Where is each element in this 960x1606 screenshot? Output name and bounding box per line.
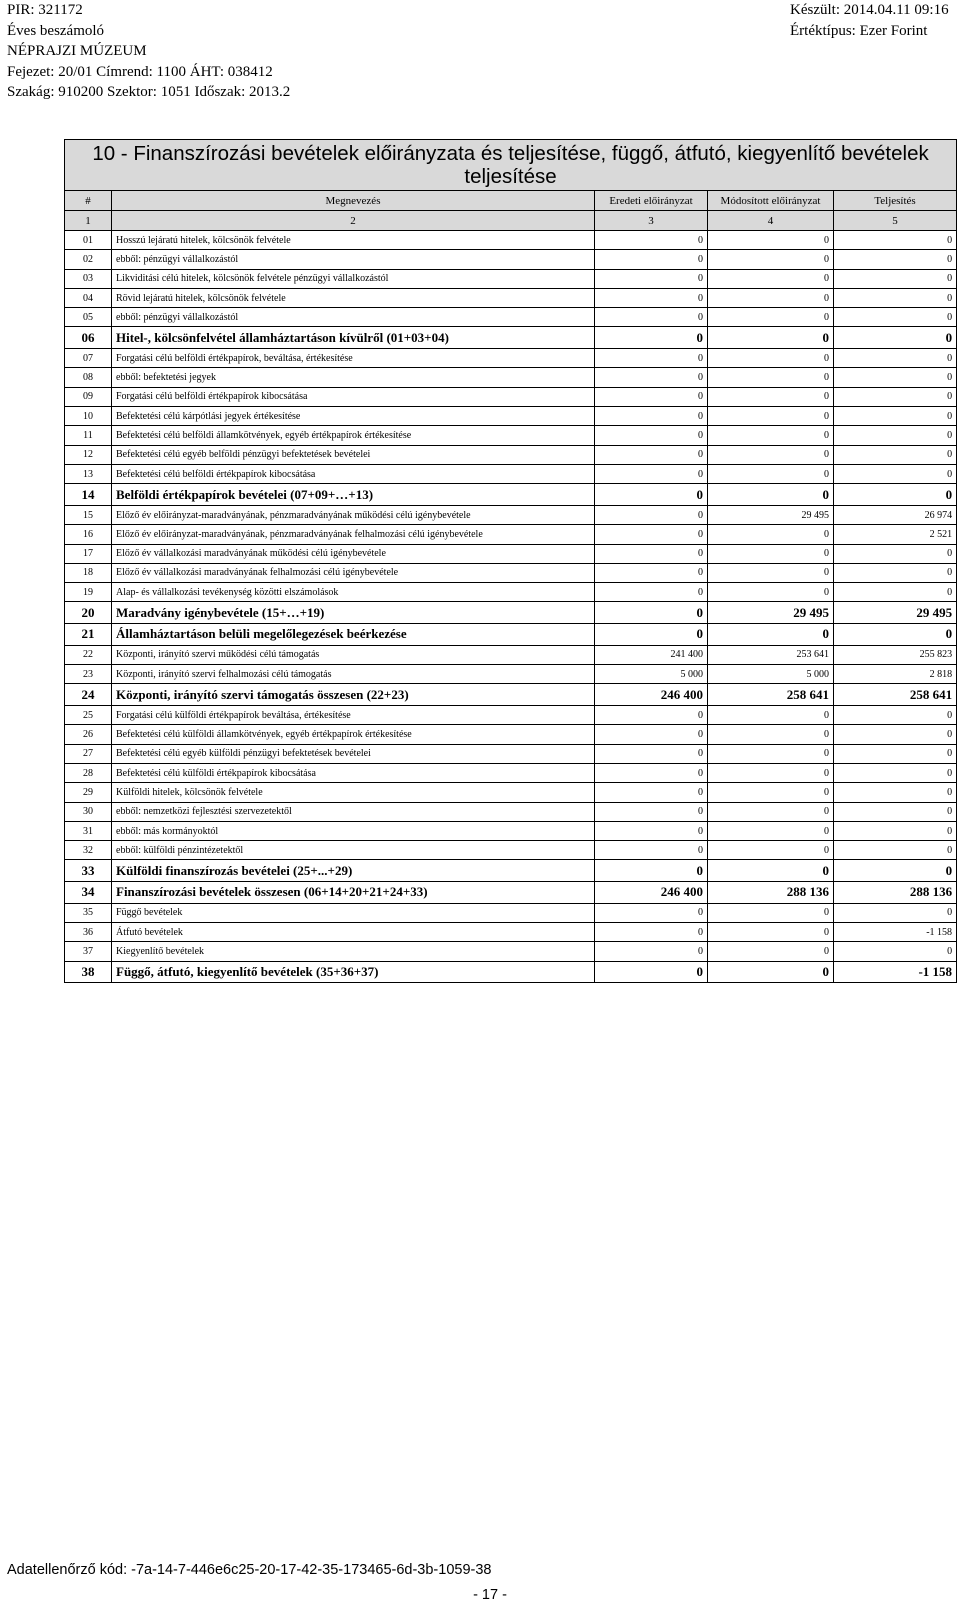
- performance-value: 0: [834, 407, 957, 426]
- original-budget-value: 0: [595, 407, 708, 426]
- table-row: [65, 903, 957, 922]
- original-budget-value: 0: [595, 349, 708, 368]
- modified-budget-value: 0: [708, 624, 834, 646]
- modified-budget-value: 0: [708, 525, 834, 544]
- modified-budget-value: 0: [708, 706, 834, 725]
- row-name: Előző év vállalkozási maradványának felhalmozási célú igénybevétele: [112, 563, 595, 582]
- row-number: 24: [65, 684, 112, 706]
- performance-value: 0: [834, 269, 957, 288]
- row-name: Rövid lejáratú hitelek, kölcsönök felvétele: [112, 288, 595, 307]
- performance-value: 2 818: [834, 665, 957, 684]
- row-number: 07: [65, 349, 112, 368]
- modified-budget-value: 0: [708, 725, 834, 744]
- report-header-left: [7, 0, 290, 103]
- row-name: Befektetési célú külföldi államkötvények, egyéb értékpapírok értékesítése: [112, 725, 595, 744]
- row-number: 13: [65, 464, 112, 483]
- original-budget-value: 0: [595, 426, 708, 445]
- original-budget-value: 0: [595, 288, 708, 307]
- original-budget-value: 0: [595, 525, 708, 544]
- performance-value: 0: [834, 387, 957, 406]
- performance-value: 0: [834, 368, 957, 387]
- modified-budget-value: 0: [708, 464, 834, 483]
- performance-value: 0: [834, 464, 957, 483]
- performance-value: 0: [834, 763, 957, 782]
- column-number: 3: [595, 211, 708, 231]
- column-header-modified-budget: Módosított előirányzat: [708, 191, 834, 211]
- table-row: [65, 349, 957, 368]
- original-budget-value: 0: [595, 763, 708, 782]
- column-number: 1: [65, 211, 112, 231]
- modified-budget-value: 253 641: [708, 645, 834, 664]
- modified-budget-value: 29 495: [708, 602, 834, 624]
- created-line: Készült: 2014.04.11 09:16: [790, 2, 949, 18]
- performance-value: 0: [834, 725, 957, 744]
- row-name: ebből: más kormányoktól: [112, 821, 595, 840]
- row-number: 05: [65, 308, 112, 327]
- table-row: [65, 624, 957, 646]
- performance-value: 0: [834, 783, 957, 802]
- validation-code: Adatellenőrző kód: -7a-14-7-446e6c25-20-17-42-35-173465-6d-3b-1059-38: [7, 1562, 492, 1578]
- modified-budget-value: 0: [708, 783, 834, 802]
- modified-budget-value: 0: [708, 387, 834, 406]
- row-name: Előző év előirányzat-maradványának, pénzmaradványának működési célú igénybevétele: [112, 505, 595, 524]
- row-name: ebből: befektetési jegyek: [112, 368, 595, 387]
- performance-value: 2 521: [834, 525, 957, 544]
- row-name: Külföldi finanszírozás bevételei (25+...+29): [112, 860, 595, 882]
- row-number: 08: [65, 368, 112, 387]
- table-row: [65, 942, 957, 961]
- table-row: [65, 387, 957, 406]
- row-number: 35: [65, 903, 112, 922]
- original-budget-value: 0: [595, 961, 708, 983]
- table-row: [65, 288, 957, 307]
- original-budget-value: 0: [595, 387, 708, 406]
- row-number: 23: [65, 665, 112, 684]
- column-header-row: [65, 191, 957, 211]
- performance-value: 258 641: [834, 684, 957, 706]
- performance-value: 0: [834, 841, 957, 860]
- modified-budget-value: 0: [708, 583, 834, 602]
- row-number: 18: [65, 563, 112, 582]
- row-name: Központi, irányító szervi működési célú támogatás: [112, 645, 595, 664]
- column-header-performance: Teljesítés: [834, 191, 957, 211]
- row-number: 27: [65, 744, 112, 763]
- table-row: [65, 464, 957, 483]
- row-name: ebből: pénzügyi vállalkozástól: [112, 308, 595, 327]
- row-number: 01: [65, 231, 112, 250]
- row-name: Befektetési célú belföldi államkötvények, egyéb értékpapírok értékesítése: [112, 426, 595, 445]
- column-header-name: Megnevezés: [112, 191, 595, 211]
- original-budget-value: 0: [595, 583, 708, 602]
- performance-value: 0: [834, 288, 957, 307]
- original-budget-value: 0: [595, 231, 708, 250]
- row-name: ebből: pénzügyi vállalkozástól: [112, 250, 595, 269]
- column-number: 2: [112, 211, 595, 231]
- modified-budget-value: 0: [708, 426, 834, 445]
- row-name: Központi, irányító szervi felhalmozási célú támogatás: [112, 665, 595, 684]
- row-number: 29: [65, 783, 112, 802]
- row-number: 03: [65, 269, 112, 288]
- modified-budget-value: 0: [708, 349, 834, 368]
- table-row: [65, 407, 957, 426]
- table-row: [65, 860, 957, 882]
- row-number: 32: [65, 841, 112, 860]
- row-number: 28: [65, 763, 112, 782]
- row-number: 37: [65, 942, 112, 961]
- row-name: Befektetési célú belföldi értékpapírok kibocsátása: [112, 464, 595, 483]
- table-row: [65, 583, 957, 602]
- modified-budget-value: 0: [708, 327, 834, 349]
- table-row: [65, 684, 957, 706]
- table-row: [65, 821, 957, 840]
- row-number: 38: [65, 961, 112, 983]
- modified-budget-value: 0: [708, 802, 834, 821]
- table-row: [65, 665, 957, 684]
- performance-value: 0: [834, 821, 957, 840]
- row-name: Forgatási célú külföldi értékpapírok beváltása, értékesítése: [112, 706, 595, 725]
- modified-budget-value: 258 641: [708, 684, 834, 706]
- modified-budget-value: 0: [708, 288, 834, 307]
- row-number: 04: [65, 288, 112, 307]
- row-number: 20: [65, 602, 112, 624]
- original-budget-value: 0: [595, 464, 708, 483]
- column-number: 5: [834, 211, 957, 231]
- table-title: 10 - Finanszírozási bevételek előirányzata és teljesítése, függő, átfutó, kiegyenlítő bevételek teljesítése: [65, 140, 957, 191]
- performance-value: 29 495: [834, 602, 957, 624]
- row-name: Befektetési célú egyéb külföldi pénzügyi befektetések bevételei: [112, 744, 595, 763]
- row-number: 11: [65, 426, 112, 445]
- row-name: Központi, irányító szervi támogatás összesen (22+23): [112, 684, 595, 706]
- row-number: 19: [65, 583, 112, 602]
- table-row: [65, 725, 957, 744]
- table-row: [65, 525, 957, 544]
- original-budget-value: 0: [595, 327, 708, 349]
- column-header-original-budget: Eredeti előirányzat: [595, 191, 708, 211]
- performance-value: 0: [834, 706, 957, 725]
- table-row: [65, 645, 957, 664]
- row-name: Hosszú lejáratú hitelek, kölcsönök felvétele: [112, 231, 595, 250]
- modified-budget-value: 0: [708, 763, 834, 782]
- original-budget-value: 0: [595, 484, 708, 506]
- original-budget-value: 0: [595, 308, 708, 327]
- table-row: [65, 563, 957, 582]
- table-row: [65, 961, 957, 983]
- modified-budget-value: 0: [708, 841, 834, 860]
- row-number: 26: [65, 725, 112, 744]
- performance-value: 255 823: [834, 645, 957, 664]
- column-number: 4: [708, 211, 834, 231]
- original-budget-value: 0: [595, 860, 708, 882]
- row-name: Hitel-, kölcsönfelvétel államháztartáson kívülről (01+03+04): [112, 327, 595, 349]
- performance-value: 0: [834, 624, 957, 646]
- sector-line: Szakág: 910200 Szektor: 1051 Időszak: 2013.2: [7, 84, 291, 100]
- table-row: [65, 426, 957, 445]
- original-budget-value: 0: [595, 744, 708, 763]
- row-name: Alap- és vállalkozási tevékenység közötti elszámolások: [112, 583, 595, 602]
- modified-budget-value: 0: [708, 744, 834, 763]
- row-number: 36: [65, 923, 112, 942]
- modified-budget-value: 0: [708, 407, 834, 426]
- chapter-line: Fejezet: 20/01 Címrend: 1100 ÁHT: 038412: [7, 63, 273, 80]
- row-number: 22: [65, 645, 112, 664]
- row-number: 12: [65, 445, 112, 464]
- row-number: 06: [65, 327, 112, 349]
- modified-budget-value: 288 136: [708, 882, 834, 904]
- modified-budget-value: 0: [708, 231, 834, 250]
- value-type-line: Értéktípus: Ezer Forint: [790, 22, 928, 39]
- row-number: 34: [65, 882, 112, 904]
- performance-value: 0: [834, 484, 957, 506]
- original-budget-value: 0: [595, 250, 708, 269]
- row-name: Átfutó bevételek: [112, 923, 595, 942]
- modified-budget-value: 0: [708, 860, 834, 882]
- row-name: ebből: külföldi pénzintézetektől: [112, 841, 595, 860]
- modified-budget-value: 0: [708, 544, 834, 563]
- row-name: Forgatási célú belföldi értékpapírok, beváltása, értékesítése: [112, 349, 595, 368]
- table-row: [65, 802, 957, 821]
- row-name: Finanszírozási bevételek összesen (06+14+20+21+24+33): [112, 882, 595, 904]
- table-row: [65, 445, 957, 464]
- column-number-row: [65, 211, 957, 231]
- modified-budget-value: 0: [708, 821, 834, 840]
- row-name: Függő bevételek: [112, 903, 595, 922]
- row-number: 10: [65, 407, 112, 426]
- row-name: ebből: nemzetközi fejlesztési szervezetektől: [112, 802, 595, 821]
- performance-value: -1 158: [834, 961, 957, 983]
- performance-value: 0: [834, 942, 957, 961]
- performance-value: 0: [834, 250, 957, 269]
- row-name: Előző év előirányzat-maradványának, pénzmaradványának felhalmozási célú igénybevétele: [112, 525, 595, 544]
- original-budget-value: 0: [595, 942, 708, 961]
- table-row: [65, 882, 957, 904]
- table-row: [65, 602, 957, 624]
- row-number: 31: [65, 821, 112, 840]
- table-row: [65, 368, 957, 387]
- original-budget-value: 0: [595, 624, 708, 646]
- performance-value: -1 158: [834, 923, 957, 942]
- performance-value: 0: [834, 544, 957, 563]
- modified-budget-value: 0: [708, 903, 834, 922]
- modified-budget-value: 0: [708, 368, 834, 387]
- modified-budget-value: 0: [708, 250, 834, 269]
- performance-value: 0: [834, 563, 957, 582]
- table-row: [65, 484, 957, 506]
- page-number: - 17 -: [473, 1587, 507, 1603]
- pir-line: PIR: 321172: [7, 2, 83, 18]
- performance-value: 0: [834, 860, 957, 882]
- table-row: [65, 783, 957, 802]
- row-name: Likviditási célú hitelek, kölcsönök felvétele pénzügyi vállalkozástól: [112, 269, 595, 288]
- modified-budget-value: 0: [708, 308, 834, 327]
- original-budget-value: 0: [595, 725, 708, 744]
- original-budget-value: 5 000: [595, 665, 708, 684]
- row-number: 16: [65, 525, 112, 544]
- row-number: 14: [65, 484, 112, 506]
- original-budget-value: 0: [595, 903, 708, 922]
- table-body: [65, 231, 957, 983]
- row-number: 02: [65, 250, 112, 269]
- table-row: [65, 744, 957, 763]
- row-number: 15: [65, 505, 112, 524]
- institution-line: NÉPRAJZI MÚZEUM: [7, 43, 147, 59]
- performance-value: 0: [834, 583, 957, 602]
- table-row: [65, 308, 957, 327]
- performance-value: 0: [834, 327, 957, 349]
- modified-budget-value: 0: [708, 942, 834, 961]
- original-budget-value: 0: [595, 923, 708, 942]
- original-budget-value: 0: [595, 544, 708, 563]
- row-number: 33: [65, 860, 112, 882]
- table-row: [65, 505, 957, 524]
- original-budget-value: 241 400: [595, 645, 708, 664]
- modified-budget-value: 0: [708, 961, 834, 983]
- financing-revenue-table: [64, 139, 957, 983]
- performance-value: 0: [834, 445, 957, 464]
- row-number: 25: [65, 706, 112, 725]
- performance-value: 0: [834, 231, 957, 250]
- performance-value: 0: [834, 744, 957, 763]
- original-budget-value: 0: [595, 505, 708, 524]
- row-name: Előző év vállalkozási maradványának működési célú igénybevétele: [112, 544, 595, 563]
- row-name: Függő, átfutó, kiegyenlítő bevételek (35+36+37): [112, 961, 595, 983]
- row-name: Államháztartáson belüli megelőlegezések beérkezése: [112, 624, 595, 646]
- original-budget-value: 0: [595, 602, 708, 624]
- table-row: [65, 841, 957, 860]
- row-name: Befektetési célú egyéb belföldi pénzügyi befektetések bevételei: [112, 445, 595, 464]
- table-row: [65, 269, 957, 288]
- performance-value: 0: [834, 903, 957, 922]
- original-budget-value: 246 400: [595, 684, 708, 706]
- report-type-line: Éves beszámoló: [7, 22, 105, 39]
- modified-budget-value: 0: [708, 563, 834, 582]
- modified-budget-value: 29 495: [708, 505, 834, 524]
- row-name: Kiegyenlítő bevételek: [112, 942, 595, 961]
- row-number: 09: [65, 387, 112, 406]
- performance-value: 0: [834, 349, 957, 368]
- table-row: [65, 250, 957, 269]
- modified-budget-value: 0: [708, 445, 834, 464]
- row-name: Külföldi hitelek, kölcsönök felvétele: [112, 783, 595, 802]
- original-budget-value: 0: [595, 706, 708, 725]
- original-budget-value: 0: [595, 821, 708, 840]
- table-row: [65, 544, 957, 563]
- performance-value: 288 136: [834, 882, 957, 904]
- performance-value: 0: [834, 426, 957, 445]
- table-row: [65, 763, 957, 782]
- original-budget-value: 0: [595, 563, 708, 582]
- row-name: Befektetési célú kárpótlási jegyek értékesítése: [112, 407, 595, 426]
- table-row: [65, 923, 957, 942]
- report-header-right: [790, 0, 949, 41]
- performance-value: 0: [834, 802, 957, 821]
- row-name: Befektetési célú külföldi értékpapírok kibocsátása: [112, 763, 595, 782]
- performance-value: 0: [834, 308, 957, 327]
- row-number: 21: [65, 624, 112, 646]
- original-budget-value: 0: [595, 368, 708, 387]
- modified-budget-value: 0: [708, 923, 834, 942]
- row-number: 17: [65, 544, 112, 563]
- row-name: Belföldi értékpapírok bevételei (07+09+…+13): [112, 484, 595, 506]
- table-row: [65, 231, 957, 250]
- table-row: [65, 327, 957, 349]
- original-budget-value: 0: [595, 445, 708, 464]
- modified-budget-value: 0: [708, 269, 834, 288]
- row-name: Maradvány igénybevétele (15+…+19): [112, 602, 595, 624]
- modified-budget-value: 5 000: [708, 665, 834, 684]
- original-budget-value: 246 400: [595, 882, 708, 904]
- original-budget-value: 0: [595, 841, 708, 860]
- row-number: 30: [65, 802, 112, 821]
- modified-budget-value: 0: [708, 484, 834, 506]
- original-budget-value: 0: [595, 802, 708, 821]
- column-header-number: #: [65, 191, 112, 211]
- table-row: [65, 706, 957, 725]
- original-budget-value: 0: [595, 783, 708, 802]
- row-name: Forgatási célú belföldi értékpapírok kibocsátása: [112, 387, 595, 406]
- performance-value: 26 974: [834, 505, 957, 524]
- original-budget-value: 0: [595, 269, 708, 288]
